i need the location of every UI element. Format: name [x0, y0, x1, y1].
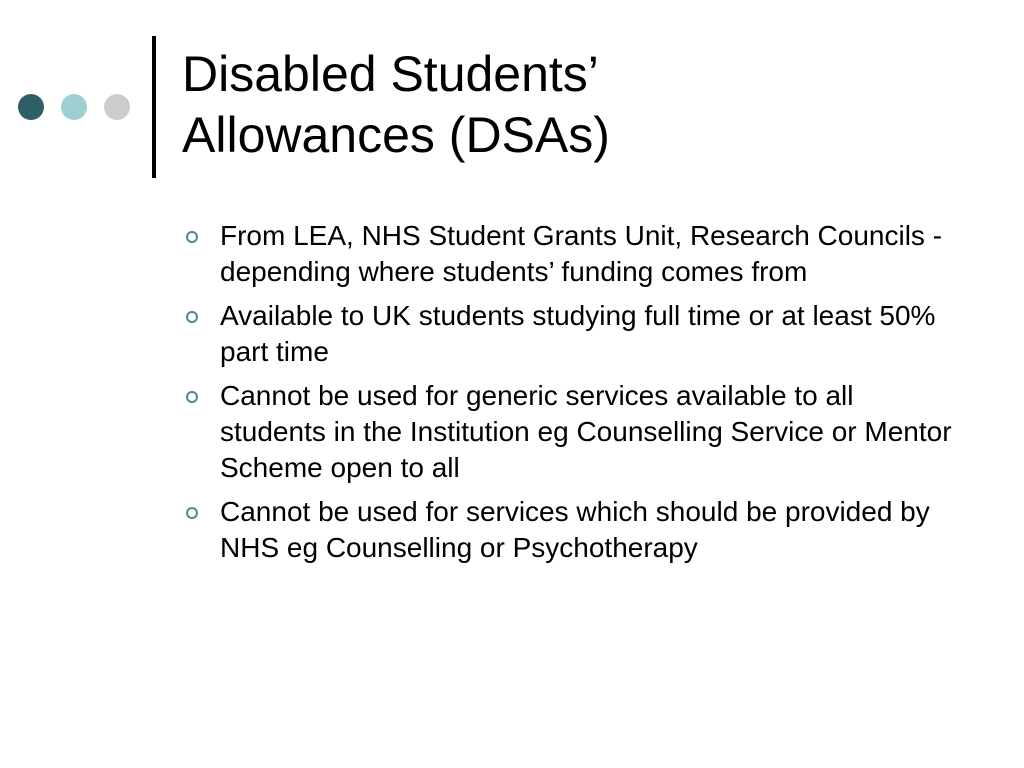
slide-title [182, 44, 982, 166]
decorative-dots [0, 92, 140, 122]
hollow-circle-bullet-icon [186, 391, 198, 403]
bullet-text: From LEA, NHS Student Grants Unit, Research Councils - depending where students’ funding comes from [220, 220, 943, 287]
light-teal-dot-icon [61, 94, 87, 120]
dark-teal-dot-icon [18, 94, 44, 120]
grey-dot-icon [104, 94, 130, 120]
hollow-circle-bullet-icon [186, 311, 198, 323]
bullet-item-generic-services [180, 378, 960, 486]
bullet-text: Cannot be used for services which should be provided by NHS eg Counselling or Psychotherapy [220, 496, 930, 563]
hollow-circle-bullet-icon [186, 507, 198, 519]
bullet-item-lea-funding [180, 218, 960, 290]
bullet-item-nhs-services [180, 494, 960, 566]
bullet-item-uk-students [180, 298, 960, 370]
bullet-text: Available to UK students studying full time or at least 50% part time [220, 300, 936, 367]
title-divider [152, 36, 156, 178]
bullet-text: Cannot be used for generic services available to all students in the Institution eg Counselling Service or Mentor Scheme open to all [220, 380, 952, 483]
title-line-2: Allowances (DSAs) [182, 107, 610, 163]
bullet-list [180, 218, 960, 574]
hollow-circle-bullet-icon [186, 231, 198, 243]
title-line-1: Disabled Students’ [182, 46, 599, 102]
